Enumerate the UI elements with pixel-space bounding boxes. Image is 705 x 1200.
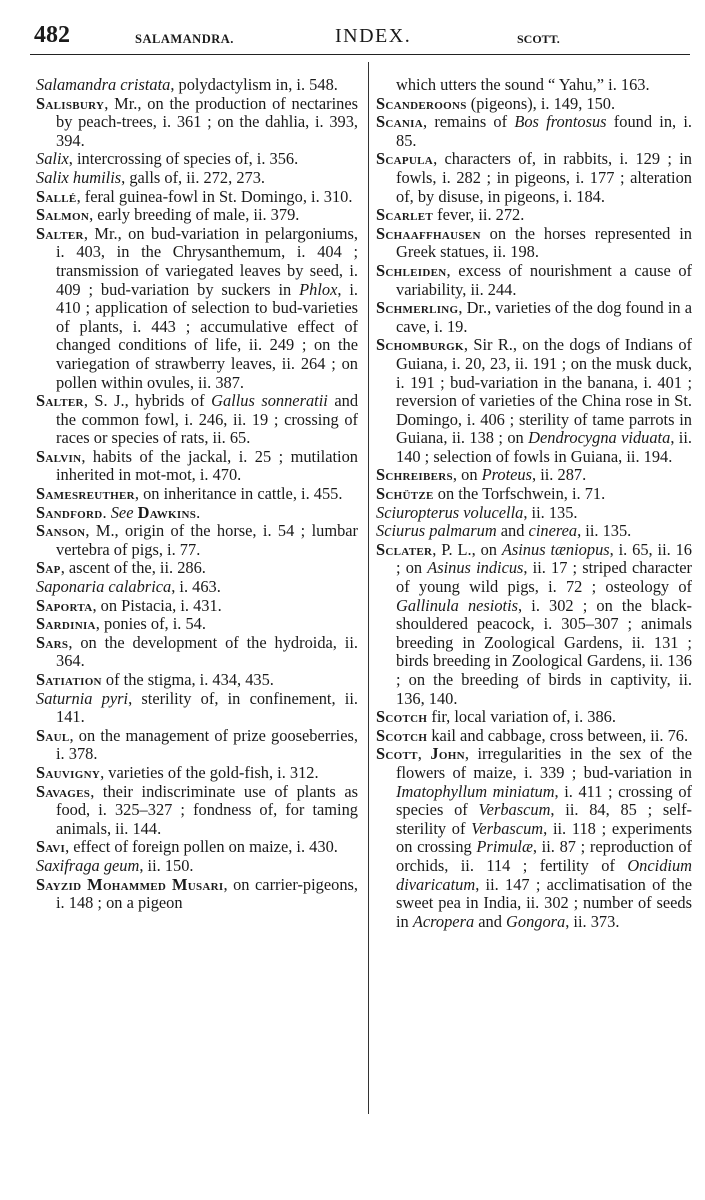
entry-italic-term: Proteus <box>481 465 532 485</box>
entry-heading: Schmerling <box>376 298 459 318</box>
index-entry <box>376 504 692 523</box>
entry-text: , early breeding of male, ii. 379. <box>89 205 300 225</box>
entry-italic-term: Gallus sonneratii <box>211 391 328 411</box>
entry-italic-term: Sciuropterus volucella <box>376 502 524 522</box>
entry-heading: Saul <box>36 725 70 745</box>
index-entry <box>36 485 358 504</box>
column-divider <box>368 62 369 1114</box>
entry-text: , irregularities in the sex of the flowers of maize, i. 339 ; bud-variation in <box>396 744 692 782</box>
entry-text: , ii. 140 ; selection of fowls in Guiana, ii. 194. <box>396 428 693 466</box>
index-entry <box>376 76 692 95</box>
entry-italic-term: Saturnia pyri <box>36 688 129 708</box>
index-entry <box>376 262 692 299</box>
entry-heading: Sauvigny <box>36 762 101 782</box>
index-entry <box>376 745 692 931</box>
entry-italic-term: cinerea <box>528 521 578 541</box>
index-entry <box>376 150 692 206</box>
entry-heading: Schreibers <box>376 465 453 485</box>
entry-heading: Samesreuther <box>36 484 135 504</box>
entry-italic-term: Primulæ <box>476 837 533 857</box>
entry-text: , characters of, in rabbits, i. 129 ; in fowls, i. 282 ; in pigeons, i. 177 ; alteration of, by disuse, in pigeons, i. 184. <box>396 149 692 206</box>
entry-text: , Mr., on the production of nectarines by peach-trees, i. 361 ; on the dahlia, i. 393, 394. <box>56 93 358 150</box>
entry-italic-term: Saponaria calabrica <box>36 577 172 597</box>
entry-text: , ascent of the, ii. 286. <box>60 558 206 578</box>
index-entry <box>36 392 358 448</box>
entry-text: , ii. 150. <box>139 855 194 875</box>
entry-text: , ii. 135. <box>577 521 632 541</box>
index-entry <box>36 615 358 634</box>
entry-text: , M., origin of the horse, i. 54 ; lumbar vertebra of pigs, i. 77. <box>56 521 358 559</box>
entry-heading: Scotch <box>376 725 428 745</box>
running-header <box>30 22 690 55</box>
index-entry <box>36 578 358 597</box>
entry-text: (pigeons), i. 149, 150. <box>466 93 616 113</box>
entry-heading: Salter <box>36 391 84 411</box>
entry-text: on the horses represented in Greek statues, ii. 198. <box>396 223 692 262</box>
index-entry <box>376 225 692 262</box>
entry-text: , i. 302 ; on the black-shouldered peacock, i. 305–307 ; animals breeding in Zoological Gardens, ii. 131 ; birds breeding in Zoological Gardens, ii. 136 ; on the breeding of birds in captivity, ii. 136, 140. <box>396 595 693 708</box>
entry-heading: Scapula <box>376 149 434 169</box>
index-entry <box>36 188 358 207</box>
entry-heading: Scott <box>376 744 418 764</box>
entry-heading: Dawkins <box>137 502 197 522</box>
entry-italic-term: Salix humilis <box>36 167 122 187</box>
index-entry <box>376 299 692 336</box>
entry-text: found in, i. 85. <box>396 112 692 150</box>
entry-text: , ponies of, i. 54. <box>95 614 206 634</box>
entry-heading: Saporta <box>36 595 93 615</box>
entry-text: , on the development of the hydroida, ii. 364. <box>56 632 358 671</box>
entry-italic-term: Saxifraga geum <box>36 855 140 875</box>
entry-text: , on inheritance in cattle, i. 455. <box>134 484 343 504</box>
index-entry <box>36 838 358 857</box>
entry-heading: Salmon <box>36 205 90 225</box>
entry-heading: Scania <box>376 112 423 132</box>
entry-heading: Salter <box>36 223 84 243</box>
index-entry <box>376 485 692 504</box>
entry-heading: Sardinia <box>36 614 96 634</box>
right-running-head: SCOTT. <box>517 32 560 46</box>
entry-text: , Dr., varieties of the dog found in a cave, i. 19. <box>396 298 692 336</box>
entry-italic-term: Salamandra cristata <box>36 75 171 94</box>
index-entry <box>36 76 358 95</box>
index-entry <box>36 597 358 616</box>
entry-text: , on the management of prize gooseberries, i. 378. <box>56 725 358 764</box>
index-entry <box>36 690 358 727</box>
entry-text: , ii. 84, 85 ; self-sterility of <box>396 800 692 838</box>
entry-italic-term: Salix <box>36 149 69 169</box>
entry-text: , ii. 147 ; acclimatisation of the sweet pea in India, ii. 302 ; number of seeds in <box>396 874 692 931</box>
entry-italic-term: Verbascum <box>478 800 551 820</box>
entry-text: , on carrier-pigeons, i. 148 ; on a pigeon <box>56 874 358 913</box>
entry-heading: Salisbury <box>36 93 105 113</box>
index-entry <box>376 727 692 746</box>
entry-heading: Scarlet <box>376 205 434 225</box>
entry-text: , on Pistacia, i. 431. <box>92 595 222 615</box>
entry-heading: Sap <box>36 558 61 578</box>
index-entry <box>36 225 358 392</box>
entry-text: and the common fowl, i. 246, ii. 19 ; crossing of races or species of rats, ii. 65. <box>56 391 359 448</box>
entry-text: . <box>196 502 201 522</box>
entry-heading: Schütze <box>376 484 434 504</box>
index-entry <box>376 113 692 150</box>
index-entry <box>376 522 692 541</box>
entry-text: . <box>102 502 111 522</box>
entry-italic-term: Dendrocygna viduata <box>528 428 671 448</box>
entry-text: , varieties of the gold-fish, i. 312. <box>100 762 319 782</box>
index-entry <box>376 708 692 727</box>
entry-text: of the stigma, i. 434, 435. <box>101 670 274 689</box>
entry-heading: Scanderoons <box>376 93 467 113</box>
entry-text: , remains of <box>422 112 515 132</box>
entry-heading: Sandford <box>36 502 103 522</box>
entry-heading: Savi <box>36 837 66 857</box>
entry-text: , on <box>452 465 482 485</box>
entry-text: and <box>474 911 507 931</box>
entry-text: kail and cabbage, cross between, ii. 76. <box>427 725 689 745</box>
entry-text: , effect of foreign pollen on maize, i. 430. <box>65 837 338 857</box>
entry-text: , feral guinea-fowl in St. Domingo, i. 310. <box>76 186 353 206</box>
entry-text: , i. 411 ; crossing of species of <box>396 781 692 820</box>
index-entry <box>376 95 692 114</box>
entry-text: , ii. 373. <box>565 911 620 931</box>
entry-text: , ii. 118 ; experiments on crossing <box>396 818 692 857</box>
entry-text: and <box>496 521 529 541</box>
entry-text: , intercrossing of species of, i. 356. <box>68 149 299 169</box>
index-entry <box>36 448 358 485</box>
entry-heading: Schaaffhausen <box>376 223 481 243</box>
entry-italic-term: Verbascum <box>471 818 544 838</box>
entry-italic-term: Gongora <box>506 911 566 931</box>
entry-italic-term: Asinus indicus <box>427 558 524 578</box>
entry-heading: Salvin <box>36 446 82 466</box>
entry-text: , ii. 287. <box>532 465 587 485</box>
entry-heading: Schomburgk <box>376 335 464 355</box>
entry-text: , excess of nourishment a cause of variability, ii. 244. <box>396 260 692 299</box>
index-entry <box>36 783 358 839</box>
entry-text: , Mr., on bud-variation in pelargoniums, i. 403, in the Chrysanthemum, i. 404 ; transmission of variegated leaves by seed, i. 409 ; bud-variation by suckers in <box>56 223 358 299</box>
entry-text: , S. J., hybrids of <box>83 391 212 411</box>
index-entry <box>376 336 692 466</box>
index-entry <box>376 541 692 708</box>
entry-italic-term: Oncidium divaricatum <box>396 855 692 894</box>
right-column <box>376 76 692 931</box>
entry-italic-term: Asinus tæniopus <box>501 539 610 559</box>
entry-heading: Sayzid Mohammed Musari <box>36 874 224 894</box>
entry-text: , ii. 135. <box>523 502 578 522</box>
index-entry <box>36 559 358 578</box>
entry-italic-term: Acropera <box>412 911 475 931</box>
index-entry <box>36 876 358 913</box>
left-running-head: SALAMANDRA. <box>135 32 234 46</box>
entry-italic-term: Gallinula nesiotis <box>396 595 519 615</box>
entry-italic-term: See <box>110 502 134 522</box>
index-entry <box>376 466 692 485</box>
entry-heading: Satiation <box>36 670 102 689</box>
index-entry <box>36 522 358 559</box>
index-entry <box>36 764 358 783</box>
left-column <box>36 76 358 913</box>
entry-text: , Sir R., on the dogs of Indians of Guiana, i. 20, 23, ii. 191 ; on the musk duck, i. 191 ; bud-variation in the banana, i. 401 ; reversion of varieties of the China rose in St. Domingo, i. 406 ; sterility of tame parrots in Guiana, ii. 138 ; on <box>396 335 692 448</box>
index-entry <box>36 857 358 876</box>
entry-text: , i. 463. <box>171 577 221 597</box>
entry-text: on the Torfschwein, i. 71. <box>433 484 606 504</box>
entry-text: fir, local variation of, i. 386. <box>427 707 616 727</box>
entry-heading: Sclater <box>376 539 433 559</box>
index-title: INDEX. <box>335 25 412 47</box>
entry-text: , <box>417 744 431 764</box>
entry-text: , ii. 17 ; striped character of young wild pigs, i. 72 ; osteology of <box>396 558 692 597</box>
entry-italic-term: Sciurus palmarum <box>376 521 497 541</box>
entry-heading: Scotch <box>376 707 428 727</box>
entry-text: , i. 410 ; application of selection to bud-varieties of plants, i. 443 ; accumulative effect of changed conditions of life, ii. 249 ; on the variegation of strawberry leaves, ii. 264 ; on pollen within ovules, ii. 387. <box>56 279 358 392</box>
entry-text: , their indiscriminate use of plants as food, i. 325–327 ; fondness of, for taming animals, ii. 144. <box>56 781 358 838</box>
entry-text: which utters the sound “ Yahu,” i. 163. <box>396 75 650 94</box>
entry-italic-term: Imatophyllum miniatum <box>396 781 555 801</box>
entry-heading: Sanson <box>36 521 86 541</box>
entry-text: , habits of the jackal, i. 25 ; mutilation inherited in mot-mot, i. 470. <box>56 446 358 485</box>
entry-heading: Savages <box>36 781 91 801</box>
entry-heading: Sars <box>36 632 69 652</box>
index-entry <box>36 95 358 151</box>
entry-text: , polydactylism in, i. 548. <box>170 75 338 94</box>
entry-italic-term: Bos frontosus <box>514 112 607 132</box>
index-entry <box>36 169 358 188</box>
entry-heading: John <box>430 744 465 764</box>
entry-text: , P. L., on <box>432 539 502 559</box>
index-entry <box>36 634 358 671</box>
index-entry <box>36 150 358 169</box>
entry-text: , sterility of, in confinement, ii. 141. <box>56 688 358 727</box>
index-entry <box>36 206 358 225</box>
index-entry <box>36 671 358 690</box>
entry-text: , i. 65, ii. 16 ; on <box>396 539 692 578</box>
entry-text: fever, ii. 272. <box>433 205 525 225</box>
entry-heading: Schleiden <box>376 260 447 280</box>
entry-text: , ii. 87 ; reproduction of orchids, ii. 114 ; fertility of <box>396 837 693 875</box>
index-entry <box>36 727 358 764</box>
page-number: 482 <box>34 22 70 48</box>
entry-text: , galls of, ii. 272, 273. <box>121 167 266 187</box>
index-entry <box>36 504 358 523</box>
index-entry <box>376 206 692 225</box>
entry-italic-term: Phlox <box>299 279 338 299</box>
entry-heading: Sallé <box>36 186 77 206</box>
